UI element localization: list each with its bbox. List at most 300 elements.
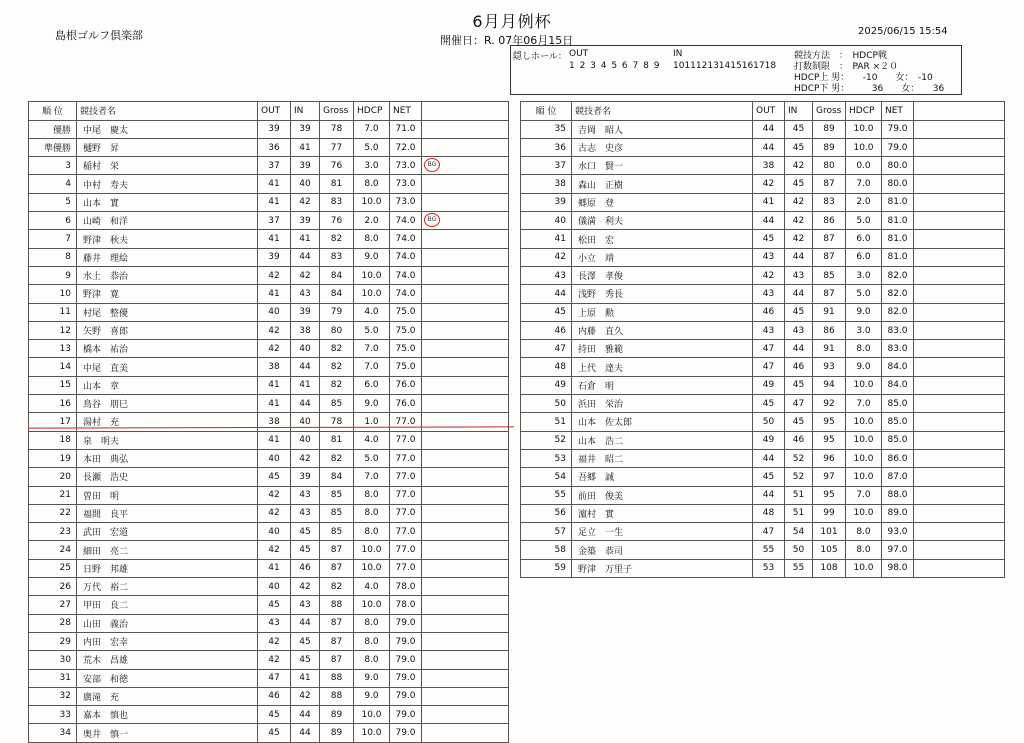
rank-cell: 3	[29, 157, 77, 175]
hdcp-value: 7.0	[354, 120, 390, 138]
table-row	[29, 523, 509, 541]
note-cell	[422, 687, 509, 705]
rank-header: 順 位	[29, 102, 77, 121]
out-score: 41	[258, 193, 291, 211]
table-row	[29, 212, 509, 230]
net-score: 81.0	[882, 193, 914, 211]
table-row	[29, 706, 509, 724]
out-score: 41	[258, 230, 291, 248]
in-score: 42	[291, 266, 320, 284]
in-score: 47	[785, 395, 813, 413]
player-name: 中尾 直美	[77, 358, 258, 376]
out-score: 44	[753, 486, 785, 504]
net-score: 82.0	[882, 303, 914, 321]
note-cell	[422, 486, 509, 504]
in-score: 45	[291, 632, 320, 650]
net-score: 77.0	[390, 541, 422, 559]
gross-score: 87	[320, 614, 354, 632]
table-row	[29, 157, 509, 175]
note-cell	[422, 175, 509, 193]
rank-cell: 59	[521, 559, 572, 577]
out-score: 55	[753, 541, 785, 559]
hdcp-value: 3.0	[846, 321, 882, 339]
hdcp-value: 10.0	[846, 413, 882, 431]
net-score: 75.0	[390, 340, 422, 358]
net-score: 77.0	[390, 486, 422, 504]
rank-cell: 13	[29, 340, 77, 358]
player-name: 持田 雅範	[572, 340, 753, 358]
header-row	[29, 102, 509, 121]
table-row	[29, 321, 509, 339]
rank-cell: 31	[29, 669, 77, 687]
player-name: 武田 宏道	[77, 523, 258, 541]
hdcp-value: 10.0	[846, 504, 882, 522]
rank-cell: 19	[29, 449, 77, 467]
net-score: 72.0	[390, 138, 422, 156]
out-score: 40	[258, 523, 291, 541]
player-name: 荒木 昌雄	[77, 651, 258, 669]
note-cell	[914, 248, 1005, 266]
player-name: 足立 一生	[572, 523, 753, 541]
net-score: 75.0	[390, 321, 422, 339]
gross-score: 86	[813, 212, 846, 230]
player-name: 藤井 理絵	[77, 248, 258, 266]
net-score: 79.0	[390, 687, 422, 705]
note-cell	[422, 395, 509, 413]
out-score: 42	[258, 266, 291, 284]
gross-score: 89	[320, 724, 354, 742]
net-score: 98.0	[882, 559, 914, 577]
gross-score: 105	[813, 541, 846, 559]
out-score: 38	[753, 157, 785, 175]
gross-score: 87	[320, 559, 354, 577]
hdcp-value: 6.0	[846, 230, 882, 248]
player-name: 上代 達夫	[572, 358, 753, 376]
in-score: 45	[785, 175, 813, 193]
note-cell	[914, 230, 1005, 248]
player-name: 嘉本 慎也	[77, 706, 258, 724]
out-score: 41	[258, 395, 291, 413]
in-score: 42	[785, 212, 813, 230]
gross-score: 89	[813, 120, 846, 138]
in-score: 43	[291, 486, 320, 504]
rank-cell: 43	[521, 266, 572, 284]
note-cell	[422, 120, 509, 138]
note-cell	[914, 376, 1005, 394]
net-score: 75.0	[390, 358, 422, 376]
hdcp-lower-text: HDCP下 男： 36 女： 36	[794, 84, 945, 94]
table-row	[29, 614, 509, 632]
gross-score: 99	[813, 504, 846, 522]
in-score: 41	[291, 669, 320, 687]
in-score: 44	[291, 358, 320, 376]
gross-score: 82	[320, 358, 354, 376]
in-score: 43	[785, 321, 813, 339]
in-score: 43	[785, 266, 813, 284]
hdcp-header: HDCP	[354, 102, 390, 121]
rank-cell: 58	[521, 541, 572, 559]
gross-score: 78	[320, 413, 354, 431]
in-score: 50	[785, 541, 813, 559]
table-row	[521, 138, 1005, 156]
gross-score: 82	[320, 376, 354, 394]
gross-score: 85	[320, 504, 354, 522]
player-name: 野津 秋夫	[77, 230, 258, 248]
note-cell	[422, 669, 509, 687]
table-row	[521, 449, 1005, 467]
player-name: 浅野 秀長	[572, 285, 753, 303]
out-score: 42	[258, 321, 291, 339]
net-score: 75.0	[390, 303, 422, 321]
gross-score: 91	[813, 303, 846, 321]
gross-header: Gross	[813, 102, 846, 121]
net-score: 77.0	[390, 413, 422, 431]
gross-score: 82	[320, 578, 354, 596]
rank-cell: 39	[521, 193, 572, 211]
table-row	[29, 724, 509, 742]
hdcp-value: 9.0	[846, 303, 882, 321]
rank-cell: 30	[29, 651, 77, 669]
note-cell	[914, 193, 1005, 211]
rank-cell: 28	[29, 614, 77, 632]
out-score: 42	[258, 340, 291, 358]
in-score: 45	[785, 138, 813, 156]
rank-cell: 41	[521, 230, 572, 248]
hdcp-value: 9.0	[354, 395, 390, 413]
gross-header: Gross	[320, 102, 354, 121]
bg-circle-mark: BG	[424, 213, 440, 227]
player-name: 長澤 孝俊	[572, 266, 753, 284]
note-cell	[914, 541, 1005, 559]
gross-score: 81	[320, 431, 354, 449]
out-score: 41	[258, 559, 291, 577]
out-score: 43	[258, 614, 291, 632]
gross-score: 80	[813, 157, 846, 175]
net-score: 77.0	[390, 504, 422, 522]
results-table-right	[520, 101, 1005, 578]
out-score: 44	[753, 120, 785, 138]
rank-cell: 10	[29, 285, 77, 303]
in-score: 39	[291, 120, 320, 138]
out-header: OUT	[753, 102, 785, 121]
gross-score: 108	[813, 559, 846, 577]
player-name: 村尾 整優	[77, 303, 258, 321]
note-cell	[422, 596, 509, 614]
out-score: 42	[258, 504, 291, 522]
hdcp-value: 7.0	[846, 486, 882, 504]
out-score: 40	[258, 449, 291, 467]
player-name: 水口 賢一	[572, 157, 753, 175]
player-name: 水上 恭治	[77, 266, 258, 284]
rank-cell: 42	[521, 248, 572, 266]
out-score: 53	[753, 559, 785, 577]
table-row	[29, 449, 509, 467]
out-score: 38	[258, 413, 291, 431]
rank-cell: 21	[29, 486, 77, 504]
table-row	[29, 193, 509, 211]
gross-score: 88	[320, 596, 354, 614]
player-name: 内藤 直久	[572, 321, 753, 339]
rank-cell: 6	[29, 212, 77, 230]
rank-cell: 7	[29, 230, 77, 248]
note-cell	[422, 614, 509, 632]
net-header: NET	[882, 102, 914, 121]
net-score: 83.0	[882, 321, 914, 339]
note-cell	[422, 541, 509, 559]
net-score: 87.0	[882, 468, 914, 486]
hdcp-value: 4.0	[354, 431, 390, 449]
in-score: 44	[785, 248, 813, 266]
net-score: 79.0	[882, 138, 914, 156]
rank-cell: 40	[521, 212, 572, 230]
note-cell	[914, 321, 1005, 339]
rank-cell: 34	[29, 724, 77, 742]
player-name: 上原 勲	[572, 303, 753, 321]
rank-cell: 23	[29, 523, 77, 541]
hdcp-value: 8.0	[354, 486, 390, 504]
note-cell	[422, 340, 509, 358]
out-score: 47	[753, 340, 785, 358]
table-row	[521, 523, 1005, 541]
hdcp-value: 2.0	[354, 212, 390, 230]
in-score: 41	[291, 376, 320, 394]
player-name: 石倉 明	[572, 376, 753, 394]
rank-cell: 16	[29, 395, 77, 413]
hdcp-value: 10.0	[354, 266, 390, 284]
gross-score: 87	[813, 285, 846, 303]
player-name: 浜田 栄治	[572, 395, 753, 413]
note-cell	[422, 724, 509, 742]
in-score: 42	[291, 687, 320, 705]
rank-cell: 24	[29, 541, 77, 559]
hdcp-value: 10.0	[354, 285, 390, 303]
table-row	[29, 541, 509, 559]
header-row	[521, 102, 1005, 121]
player-name: 福井 昭二	[572, 449, 753, 467]
hdcp-value: 8.0	[354, 504, 390, 522]
net-score: 85.0	[882, 431, 914, 449]
net-score: 84.0	[882, 358, 914, 376]
out-score: 45	[258, 724, 291, 742]
hdcp-value: 10.0	[354, 706, 390, 724]
net-score: 81.0	[882, 248, 914, 266]
player-name: 橋本 祐治	[77, 340, 258, 358]
table-row	[29, 175, 509, 193]
out-score: 44	[753, 449, 785, 467]
gross-score: 84	[320, 468, 354, 486]
competition-info-box	[510, 45, 962, 95]
in-score: 54	[785, 523, 813, 541]
rank-cell: 22	[29, 504, 77, 522]
out-score: 41	[258, 175, 291, 193]
hdcp-upper-text: HDCP上 男： -10 女： -10	[794, 73, 933, 83]
in-score: 39	[291, 212, 320, 230]
net-score: 79.0	[390, 614, 422, 632]
table-row	[521, 486, 1005, 504]
hdcp-value: 9.0	[354, 248, 390, 266]
table-row	[521, 303, 1005, 321]
hdcp-value: 9.0	[354, 687, 390, 705]
hdcp-value: 8.0	[846, 523, 882, 541]
name-header: 競技者名	[572, 102, 753, 121]
note-cell	[422, 321, 509, 339]
rank-cell: 25	[29, 559, 77, 577]
table-row	[521, 157, 1005, 175]
out-score: 42	[258, 541, 291, 559]
note-cell	[422, 303, 509, 321]
player-name: 山本 實	[77, 193, 258, 211]
rank-cell: 4	[29, 175, 77, 193]
rank-cell: 53	[521, 449, 572, 467]
table-row	[29, 596, 509, 614]
gross-score: 94	[813, 376, 846, 394]
gross-score: 85	[813, 266, 846, 284]
table-row	[29, 358, 509, 376]
note-cell	[914, 431, 1005, 449]
note-cell	[422, 193, 509, 211]
in-score: 45	[785, 376, 813, 394]
gross-score: 87	[320, 541, 354, 559]
player-name: 濵村 實	[572, 504, 753, 522]
table-row	[521, 212, 1005, 230]
gross-score: 84	[320, 285, 354, 303]
player-name: 安部 和徳	[77, 669, 258, 687]
gross-score: 95	[813, 413, 846, 431]
in-score: 46	[785, 358, 813, 376]
rank-cell: 57	[521, 523, 572, 541]
out-score: 42	[753, 266, 785, 284]
hdcp-value: 8.0	[846, 541, 882, 559]
hdcp-value: 5.0	[846, 212, 882, 230]
hdcp-value: 3.0	[354, 157, 390, 175]
hdcp-value: 10.0	[846, 559, 882, 577]
player-name: 樋野 昇	[77, 138, 258, 156]
net-score: 89.0	[882, 504, 914, 522]
out-score: 45	[753, 468, 785, 486]
note-cell	[914, 358, 1005, 376]
rank-cell: 12	[29, 321, 77, 339]
hdcp-value: 5.0	[354, 138, 390, 156]
out-score: 42	[258, 651, 291, 669]
rank-cell: 29	[29, 632, 77, 650]
player-name: 細田 亮二	[77, 541, 258, 559]
hdcp-value: 8.0	[354, 175, 390, 193]
net-score: 79.0	[390, 724, 422, 742]
gross-score: 96	[813, 449, 846, 467]
gross-score: 77	[320, 138, 354, 156]
hdcp-value: 5.0	[354, 449, 390, 467]
net-score: 74.0	[390, 266, 422, 284]
table-row	[29, 340, 509, 358]
hdcp-header: HDCP	[846, 102, 882, 121]
table-row	[521, 340, 1005, 358]
player-name: 中尾 慶太	[77, 120, 258, 138]
out-header: OUT	[258, 102, 291, 121]
out-score: 45	[258, 596, 291, 614]
out-score: 50	[753, 413, 785, 431]
rank-cell: 14	[29, 358, 77, 376]
player-name: 内田 宏幸	[77, 632, 258, 650]
hdcp-value: 7.0	[354, 468, 390, 486]
in-score: 43	[291, 596, 320, 614]
hdcp-value: 9.0	[846, 358, 882, 376]
in-score: 40	[291, 431, 320, 449]
out-score: 43	[753, 248, 785, 266]
table-row	[521, 266, 1005, 284]
out-score: 49	[753, 376, 785, 394]
player-name: 万代 裕二	[77, 578, 258, 596]
note-cell	[422, 157, 509, 175]
out-score: 42	[258, 486, 291, 504]
out-score: 42	[753, 175, 785, 193]
hdcp-value: 7.0	[354, 358, 390, 376]
table-row	[521, 230, 1005, 248]
note-cell	[422, 706, 509, 724]
table-row	[29, 376, 509, 394]
out-score: 41	[753, 193, 785, 211]
gross-score: 85	[320, 523, 354, 541]
table-row	[29, 138, 509, 156]
player-name: 野津 万里子	[572, 559, 753, 577]
in-header: IN	[785, 102, 813, 121]
note-cell	[914, 468, 1005, 486]
player-name: 福間 良平	[77, 504, 258, 522]
table-row	[29, 669, 509, 687]
gross-score: 76	[320, 157, 354, 175]
gross-score: 87	[813, 230, 846, 248]
net-score: 80.0	[882, 175, 914, 193]
page-title: 6月月例杯	[472, 12, 552, 31]
table-row	[521, 559, 1005, 577]
player-name: 野津 寛	[77, 285, 258, 303]
hdcp-value: 10.0	[846, 431, 882, 449]
gross-score: 92	[813, 395, 846, 413]
rank-cell: 36	[521, 138, 572, 156]
rank-cell: 33	[29, 706, 77, 724]
player-name: 鳥谷 朋巳	[77, 395, 258, 413]
note-cell	[914, 395, 1005, 413]
hdcp-value: 9.0	[354, 669, 390, 687]
net-score: 74.0	[390, 248, 422, 266]
rank-cell: 50	[521, 395, 572, 413]
gross-score: 80	[320, 321, 354, 339]
table-row	[521, 248, 1005, 266]
in-score: 45	[291, 541, 320, 559]
out-score: 45	[258, 468, 291, 486]
gross-score: 91	[813, 340, 846, 358]
in-label: IN	[673, 49, 683, 59]
in-score: 40	[291, 175, 320, 193]
rank-header: 順 位	[521, 102, 572, 121]
out-score: 40	[258, 303, 291, 321]
out-score: 48	[753, 504, 785, 522]
print-timestamp: 2025/06/15 15:54	[858, 26, 948, 37]
note-cell	[914, 413, 1005, 431]
results-table-left	[28, 101, 509, 743]
gross-score: 78	[320, 120, 354, 138]
player-name: 曽田 明	[77, 486, 258, 504]
in-score: 45	[291, 523, 320, 541]
net-score: 74.0	[390, 230, 422, 248]
rank-cell: 44	[521, 285, 572, 303]
rank-cell: 32	[29, 687, 77, 705]
net-score: 73.0	[390, 157, 422, 175]
out-score: 43	[753, 321, 785, 339]
player-name: 山田 義治	[77, 614, 258, 632]
player-name: 奥井 慎一	[77, 724, 258, 742]
in-score: 44	[785, 285, 813, 303]
in-score: 43	[291, 285, 320, 303]
